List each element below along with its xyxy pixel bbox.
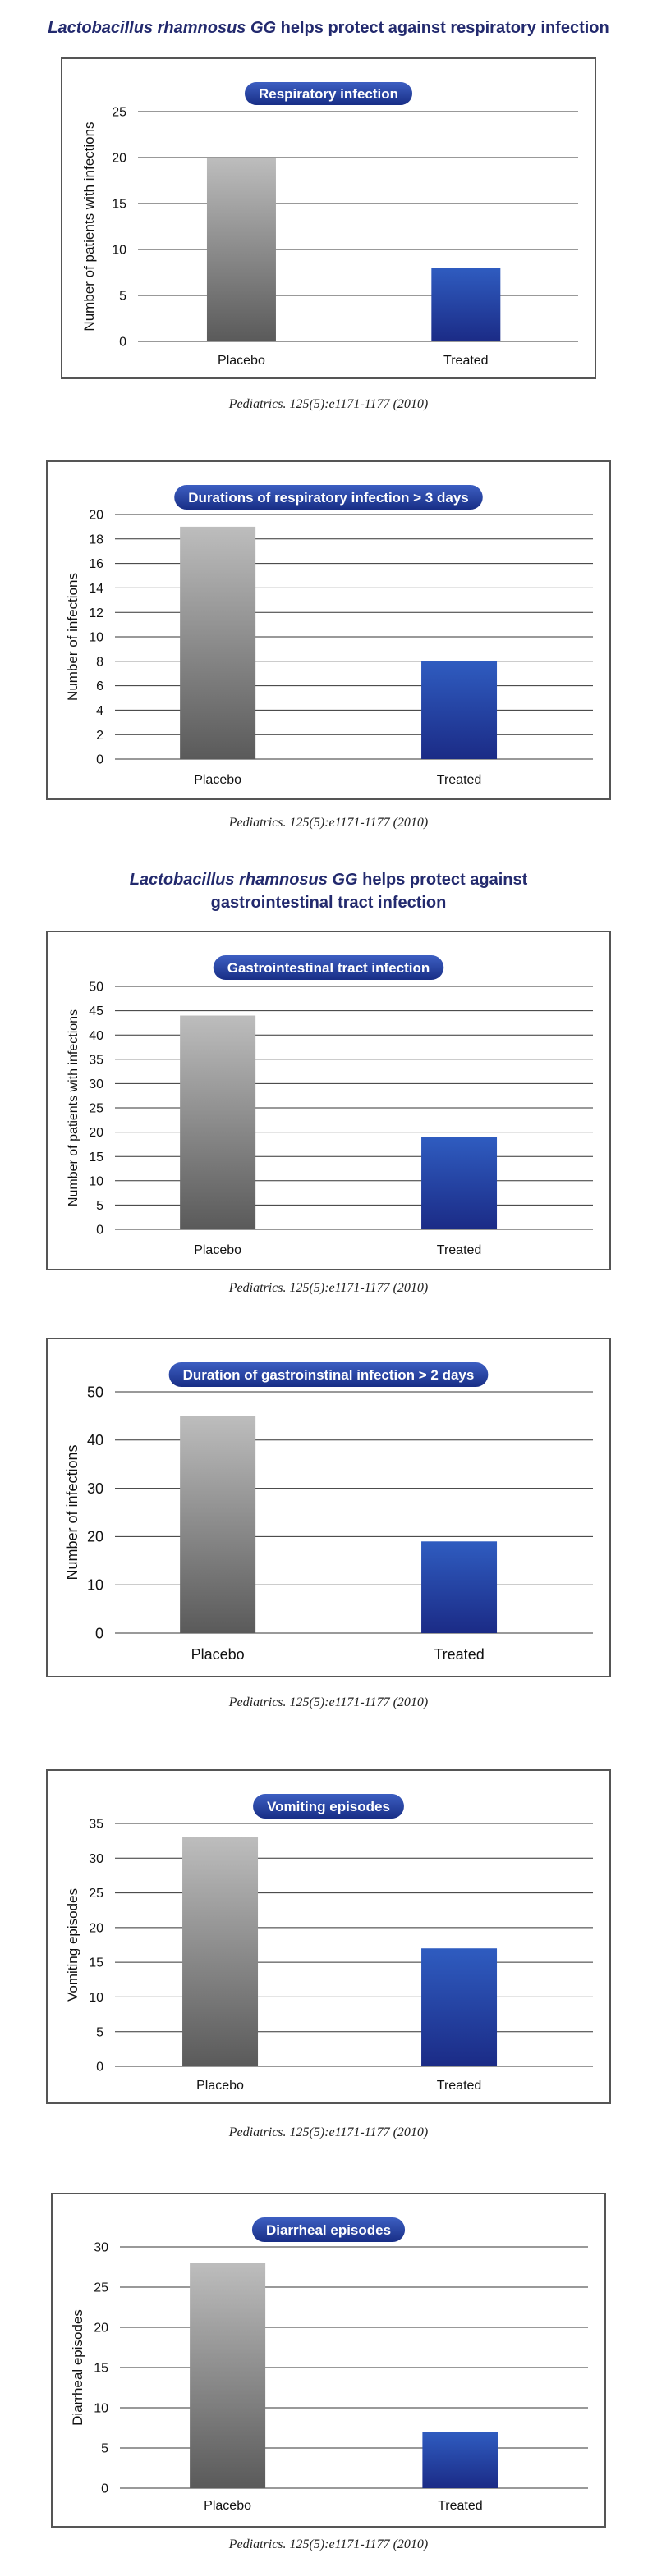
chart-vomiting-episodes [46, 1769, 611, 2104]
chart-svg [48, 1771, 609, 2102]
respiratory-heading-name: Lactobacillus rhamnosus GG [48, 19, 277, 37]
chart-svg [48, 462, 609, 798]
y-tick-label: 8 [96, 655, 103, 670]
y-tick-label: 15 [112, 197, 126, 212]
respiratory-heading-rest: helps protect against respiratory infection [276, 19, 609, 37]
chart-title: Vomiting episodes [267, 1799, 390, 1815]
y-tick-label: 0 [96, 2060, 103, 2075]
chart-title: Diarrheal episodes [265, 2222, 392, 2239]
y-tick-label: 15 [94, 2361, 108, 2376]
chart-caption: Pediatrics. 125(5):e1171-1177 (2010) [228, 2125, 429, 2139]
y-tick-label: 10 [112, 243, 126, 258]
x-category-label: Placebo [218, 354, 265, 368]
y-axis-label: Vomiting episodes [65, 1888, 80, 2002]
y-tick-label: 5 [96, 2025, 103, 2040]
chart-title: Respiratory infection [258, 86, 399, 103]
chart-title: Duration of gastroinstinal infection > 2 days [182, 1367, 475, 1384]
chart-caption: Pediatrics. 125(5):e1171-1177 (2010) [228, 2537, 429, 2551]
y-tick-label: 2 [96, 728, 103, 743]
x-category-label: Treated [438, 2499, 483, 2513]
y-tick-label: 12 [89, 606, 103, 620]
bar-treated [421, 1948, 497, 2066]
y-axis-label: Number of patients with infections [67, 1009, 80, 1207]
y-tick-label: 20 [89, 508, 103, 523]
chart-caption: Pediatrics. 125(5):e1171-1177 (2010) [228, 816, 429, 830]
y-tick-label: 30 [89, 1851, 103, 1866]
y-tick-label: 4 [96, 704, 103, 718]
y-tick-label: 16 [89, 557, 103, 572]
bar-treated [421, 1541, 497, 1633]
gastro-heading-line2: gastrointestinal tract infection [210, 894, 447, 912]
bar-treated [421, 1137, 497, 1229]
bar-placebo [207, 158, 276, 341]
y-tick-label: 18 [89, 533, 103, 547]
y-axis-label: Number of infections [64, 1444, 80, 1581]
x-category-label: Placebo [194, 773, 242, 787]
chart-caption: Pediatrics. 125(5):e1171-1177 (2010) [228, 397, 429, 411]
x-category-label: Treated [436, 2079, 482, 2093]
y-tick-label: 20 [89, 1921, 103, 1936]
chart-diarrheal-episodes [51, 2193, 606, 2528]
y-tick-label: 25 [112, 105, 126, 120]
x-category-label: Treated [436, 1243, 482, 1257]
chart-svg [53, 2194, 604, 2526]
y-tick-label: 25 [89, 1887, 103, 1901]
y-tick-label: 40 [86, 1432, 103, 1449]
y-axis-label: Number of infections [65, 573, 80, 701]
y-tick-label: 15 [89, 1956, 103, 1970]
y-tick-label: 5 [101, 2441, 108, 2456]
y-tick-label: 25 [89, 1101, 103, 1116]
y-tick-label: 14 [89, 582, 103, 596]
y-tick-label: 35 [89, 1817, 103, 1832]
y-tick-label: 45 [89, 1004, 103, 1019]
y-tick-label: 10 [89, 1174, 103, 1189]
chart-gastrointestinal-duration [46, 1338, 611, 1677]
y-tick-label: 0 [96, 1223, 103, 1238]
chart-svg [48, 1339, 609, 1676]
y-tick-label: 15 [89, 1150, 103, 1164]
bar-treated [431, 268, 500, 341]
y-tick-label: 40 [89, 1028, 103, 1043]
y-tick-label: 25 [94, 2281, 108, 2295]
y-tick-label: 0 [96, 753, 103, 767]
bar-placebo [182, 1837, 258, 2066]
y-tick-label: 5 [119, 289, 126, 304]
y-tick-label: 5 [96, 1199, 103, 1213]
x-category-label: Placebo [194, 1243, 242, 1257]
chart-svg [62, 59, 595, 377]
chart-caption: Pediatrics. 125(5):e1171-1177 (2010) [228, 1281, 429, 1295]
y-tick-label: 30 [89, 1078, 103, 1091]
y-tick-label: 10 [89, 1991, 103, 2006]
bar-placebo [180, 527, 255, 759]
y-tick-label: 10 [86, 1576, 103, 1594]
x-category-label: Placebo [196, 2079, 244, 2093]
bar-treated [422, 2432, 498, 2488]
y-tick-label: 0 [94, 1625, 103, 1642]
x-category-label: Placebo [204, 2499, 252, 2513]
y-tick-label: 20 [89, 1126, 103, 1141]
chart-svg [48, 932, 609, 1269]
y-tick-label: 6 [96, 679, 103, 694]
y-axis-label: Number of patients with infections [81, 121, 97, 332]
y-tick-label: 30 [94, 2240, 108, 2255]
chart-respiratory-infection [61, 57, 596, 379]
bar-placebo [190, 2263, 265, 2488]
gastro-heading-rest: helps protect against [357, 871, 528, 889]
y-tick-label: 20 [86, 1528, 103, 1545]
y-tick-label: 0 [119, 335, 126, 350]
x-category-label: Treated [443, 354, 489, 368]
chart-respiratory-duration [46, 460, 611, 800]
chart-gastrointestinal-infection [46, 931, 611, 1270]
respiratory-heading [0, 16, 657, 39]
y-axis-label: Diarrheal episodes [70, 2309, 85, 2426]
y-tick-label: 35 [89, 1053, 103, 1068]
x-category-label: Treated [436, 773, 482, 787]
x-category-label: Placebo [191, 1646, 245, 1663]
x-category-label: Treated [434, 1646, 485, 1663]
y-tick-label: 50 [89, 980, 103, 995]
chart-caption: Pediatrics. 125(5):e1171-1177 (2010) [228, 1695, 429, 1709]
gastro-heading-name: Lactobacillus rhamnosus GG [129, 871, 358, 889]
y-tick-label: 20 [94, 2321, 108, 2336]
y-tick-label: 30 [86, 1480, 103, 1497]
bar-placebo [180, 1016, 255, 1229]
chart-title: Gastrointestinal tract infection [227, 960, 430, 977]
chart-title: Durations of respiratory infection > 3 days [188, 490, 469, 506]
gastro-heading [0, 868, 657, 914]
bar-treated [421, 661, 497, 759]
y-tick-label: 50 [86, 1384, 103, 1401]
y-tick-label: 10 [89, 630, 103, 645]
y-tick-label: 10 [94, 2401, 108, 2416]
bar-placebo [180, 1416, 255, 1633]
y-tick-label: 0 [101, 2482, 108, 2496]
y-tick-label: 20 [112, 151, 126, 166]
